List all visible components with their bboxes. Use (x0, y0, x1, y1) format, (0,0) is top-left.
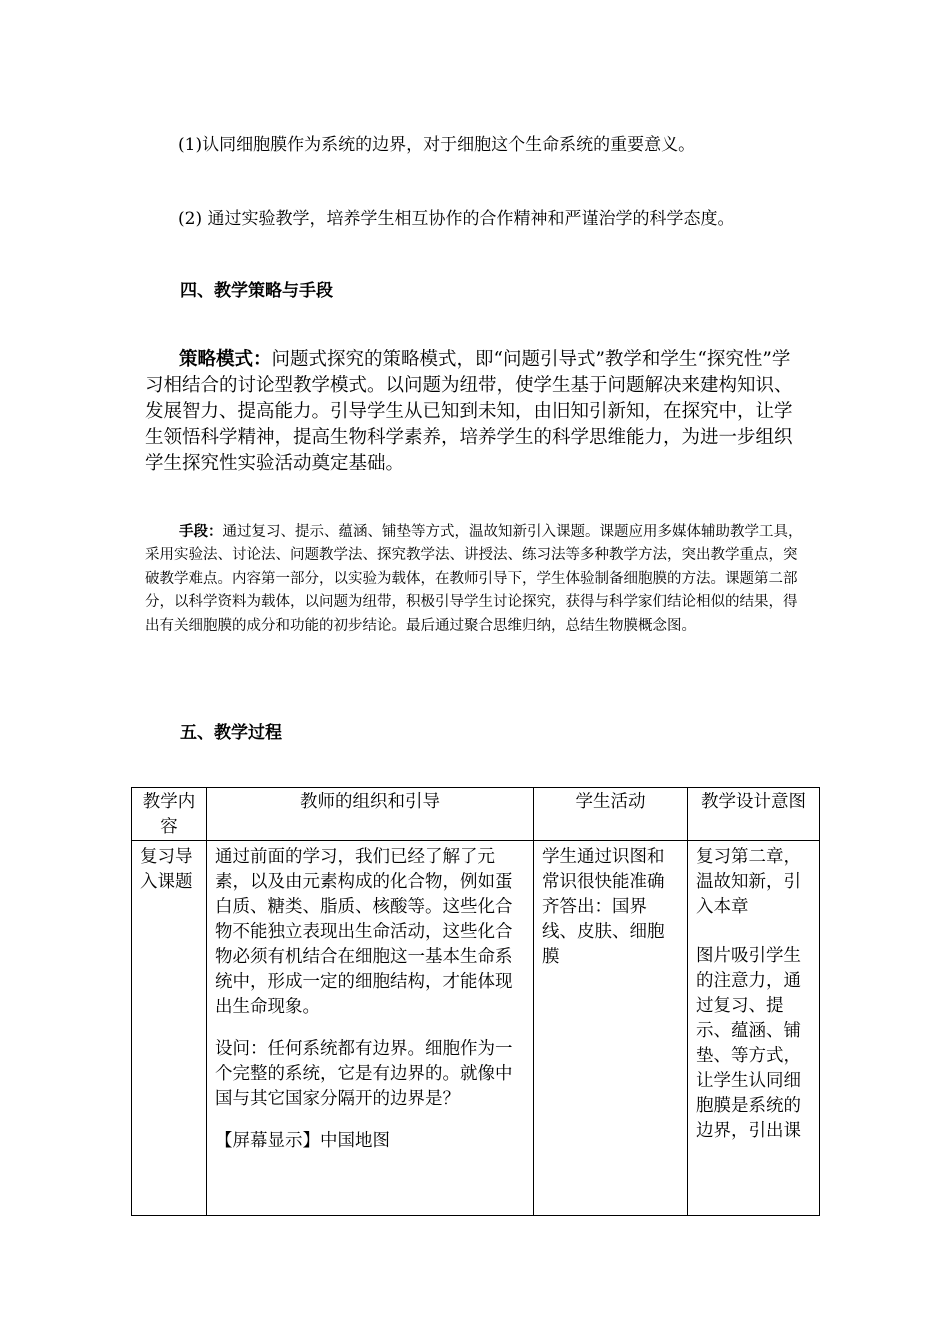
cell-intent (688, 841, 820, 1216)
strategy-paragraph (145, 347, 805, 477)
section-5-heading: 五、教学过程 (180, 723, 282, 743)
objective-1: (1)认同细胞膜作为系统的边界，对于细胞这个生命系统的重要意义。 (178, 135, 696, 155)
strategy-label: 策略模式： (179, 349, 272, 370)
header-student: 学生活动 (534, 788, 688, 841)
cell-student: 学生通过识图和常识很快能准确齐答出：国界线、皮肤、细胞膜 (534, 841, 688, 1216)
teacher-para-2: 设问：任何系统都有边界。细胞作为一个完整的系统，它是有边界的。就像中国与其它国家分隔开的边界是？ (215, 1039, 513, 1109)
teacher-para-1: 通过前面的学习，我们已经了解了元素，以及由元素构成的化合物，例如蛋白质、糖类、脂质、核酸等。这些化合物不能独立表现出生命活动，这些化合物必须有机结合在细胞这一基本生命系统中，形成一定的细胞结构，才能体现出生命现象。 (215, 847, 513, 1017)
means-label: 手段： (179, 524, 223, 540)
strategy-text: 问题式探究的策略模式，即“问题引导式”教学和学生“探究性”学习相结合的讨论型教学模式。以问题为纽带，使学生基于问题解决来建构知识、发展智力、提高能力。引导学生从已知到未知，由旧知引新知，在探究中，让学生领悟科学精神，提高生物科学素养，培养学生的科学思维能力，为进一步组织学生探究性实验活动奠定基础。 (145, 349, 793, 474)
means-text: 通过复习、提示、蕴涵、铺垫等方式，温故知新引入课题。课题应用多媒体辅助教学工具，采用实验法、讨论法、问题教学法、探究教学法、讲授法、练习法等多种教学方法，突出教学重点，突破教学难点。内容第一部分，以实验为载体，在教师引导下，学生体验制备细胞膜的方法。课题第二部分，以科学资料为载体，以问题为纽带，积极引导学生讨论探究，获得与科学家们结论相似的结果，得出有关细胞膜的成分和功能的初步结论。最后通过聚合思维归纳，总结生物膜概念图。 (145, 524, 803, 634)
objective-2: (2) 通过实验教学，培养学生相互协作的合作精神和严谨治学的科学态度。 (178, 209, 735, 229)
intent-para-1: 复习第二章，温故知新，引入本章 (696, 847, 801, 917)
cell-content: 复习导入课题 (132, 841, 207, 1216)
means-paragraph (145, 521, 810, 638)
table-row (132, 841, 820, 1216)
teaching-process-table (131, 787, 820, 1216)
table-header-row (132, 788, 820, 841)
teacher-para-3: 【屏幕显示】中国地图 (215, 1131, 390, 1151)
intent-para-2: 图片吸引学生的注意力，通过复习、提示、蕴涵、铺垫、等方式，让学生认同细胞膜是系统的边界，引出课 (696, 946, 801, 1141)
header-intent: 教学设计意图 (688, 788, 820, 841)
section-4-heading: 四、教学策略与手段 (180, 281, 333, 301)
cell-teacher (207, 841, 534, 1216)
header-teacher: 教师的组织和引导 (207, 788, 534, 841)
header-content: 教学内容 (132, 788, 207, 841)
